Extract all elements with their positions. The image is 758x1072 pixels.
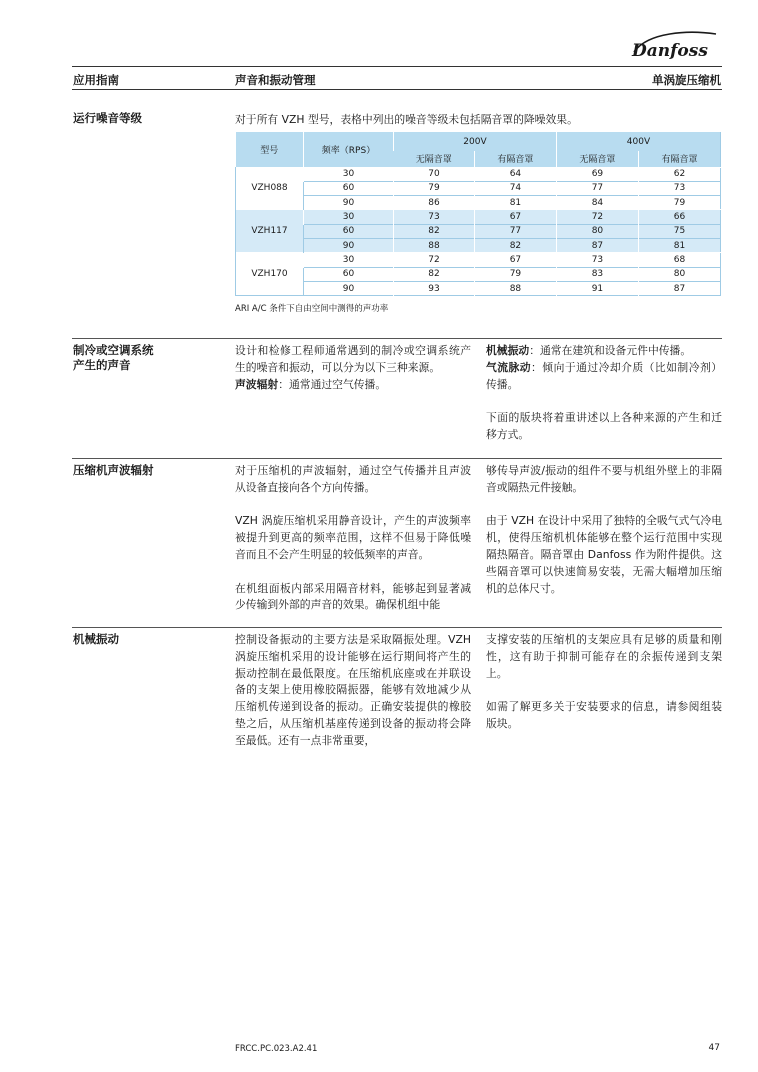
- value-cell: 79: [474, 267, 556, 281]
- vibration-col-right: [486, 632, 722, 733]
- model-cell: VZH170: [236, 253, 304, 296]
- value-cell: 83: [556, 267, 638, 281]
- paragraph: 设计和检修工程师通常遇到的制冷或空调系统产生的噪音和振动，可以分为以下三种来源。: [235, 344, 471, 374]
- noise-level-table: [235, 132, 721, 296]
- table-row: [236, 167, 721, 181]
- value-cell: 82: [474, 238, 556, 252]
- value-cell: 87: [638, 281, 720, 295]
- model-cell: VZH117: [236, 210, 304, 253]
- title-line: 制冷或空调系统: [73, 343, 154, 357]
- danfoss-logo: [628, 28, 720, 62]
- radiation-col-left: [235, 463, 471, 614]
- value-cell: 91: [556, 281, 638, 295]
- sub-header: 有隔音罩: [474, 151, 556, 167]
- value-cell: 73: [638, 181, 720, 195]
- paragraph: 如需了解更多关于安装要求的信息，请参阅组装版块。: [486, 700, 722, 730]
- value-cell: 77: [556, 181, 638, 195]
- sub-header: 无隔音罩: [394, 151, 475, 167]
- paragraph: [486, 343, 722, 360]
- sources-section-title: [73, 343, 154, 373]
- radiation-section-title: 压缩机声波辐射: [73, 463, 154, 477]
- value-cell: 82: [394, 224, 475, 238]
- value-cell: 81: [638, 238, 720, 252]
- noise-intro: 对于所有 VZH 型号，表格中列出的噪音等级未包括隔音罩的降噪效果。: [235, 113, 578, 126]
- paragraph: 够传导声波/振动的组件不要与机组外壁上的非隔音或隔热元件接触。: [486, 464, 722, 494]
- freq-cell: 30: [304, 167, 394, 181]
- freq-cell: 60: [304, 181, 394, 195]
- table-row: [236, 238, 721, 252]
- value-cell: 93: [394, 281, 475, 295]
- term-text: ：倾向于通过冷却介质（比如制冷剂）传播。: [486, 360, 723, 391]
- radiation-section: [72, 458, 722, 618]
- value-cell: 82: [394, 267, 475, 281]
- term-text: ：通常在建筑和设备元件中传播。: [529, 344, 692, 357]
- table-row: [236, 224, 721, 238]
- value-cell: 69: [556, 167, 638, 181]
- freq-cell: 60: [304, 267, 394, 281]
- value-cell: 80: [638, 267, 720, 281]
- group-400v-header: 400V: [556, 132, 720, 151]
- paragraph: 下面的版块将着重讲述以上各种来源的产生和迁移方式。: [486, 411, 722, 441]
- table-row: [236, 253, 721, 267]
- value-cell: 79: [638, 196, 720, 210]
- bold-term: 气流脉动: [486, 360, 532, 374]
- freq-cell: 30: [304, 253, 394, 267]
- vibration-col-left: [235, 632, 471, 750]
- table-row: [236, 181, 721, 195]
- header-topic: 声音和振动管理: [235, 73, 316, 87]
- col-model-header: 型号: [236, 132, 304, 167]
- header-product: 单涡旋压缩机: [652, 73, 721, 87]
- freq-cell: 60: [304, 224, 394, 238]
- value-cell: 81: [474, 196, 556, 210]
- sources-col-right: [486, 343, 722, 444]
- svg-text:Danfoss: Danfoss: [632, 41, 708, 61]
- freq-cell: 90: [304, 238, 394, 252]
- value-cell: 68: [638, 253, 720, 267]
- paragraph: 控制设备振动的主要方法是采取隔振处理。VZH 涡旋压缩机采用的设计能够在运行期间将产生的振动控制在最低限度。在压缩机底座或在并联设备的支架上使用橡胶隔振器，能够有效地减少从压缩机传递到设备的振动。正确安装提供的橡胶垫之后，从压缩机基座传递到设备的振动将会降至最低。还有一点非常重要，: [235, 633, 471, 747]
- value-cell: 79: [394, 181, 475, 195]
- sources-col-left: [235, 343, 471, 393]
- value-cell: 64: [474, 167, 556, 181]
- freq-cell: 90: [304, 281, 394, 295]
- table-row: [236, 210, 721, 224]
- value-cell: 70: [394, 167, 475, 181]
- page-number: 47: [708, 1043, 720, 1053]
- model-cell: VZH088: [236, 167, 304, 210]
- table-row: [236, 281, 721, 295]
- value-cell: 77: [474, 224, 556, 238]
- value-cell: 66: [638, 210, 720, 224]
- value-cell: 84: [556, 196, 638, 210]
- value-cell: 73: [394, 210, 475, 224]
- value-cell: 67: [474, 210, 556, 224]
- value-cell: 80: [556, 224, 638, 238]
- value-cell: 73: [556, 253, 638, 267]
- table-row: [236, 196, 721, 210]
- radiation-col-right: [486, 463, 722, 597]
- header-category: 应用指南: [73, 73, 119, 87]
- value-cell: 88: [474, 281, 556, 295]
- bold-term: 声波辐射: [235, 377, 279, 391]
- page-header: [72, 66, 722, 90]
- paragraph: VZH 涡旋压缩机采用静音设计，产生的声波频率被提升到更高的频率范围，这样不但易于降低噪音而且不会产生明显的较低频率的声音。: [235, 514, 471, 561]
- paragraph: [486, 360, 722, 394]
- sub-header: 无隔音罩: [556, 151, 638, 167]
- bold-term: 机械振动: [486, 344, 530, 357]
- group-200v-header: 200V: [394, 132, 557, 151]
- term-text: ：通常通过空气传播。: [278, 377, 387, 391]
- table-row: [236, 267, 721, 281]
- freq-cell: 90: [304, 196, 394, 210]
- value-cell: 87: [556, 238, 638, 252]
- col-freq-header: 频率（RPS）: [304, 132, 394, 167]
- paragraph: 在机组面板内部采用隔音材料，能够起到显著减少传输到外部的声音的效果。确保机组中能: [235, 581, 471, 612]
- vibration-section: [72, 627, 722, 767]
- paragraph: 由于 VZH 在设计中采用了独特的全吸气式气冷电机，使得压缩机机体能够在整个运行范围中实现隔热隔音。隔音罩由 Danfoss 作为附件提供。这些隔音罩可以快速简易安装，无需大幅增加压缩机的总体尺寸。: [486, 514, 722, 595]
- value-cell: 75: [638, 224, 720, 238]
- value-cell: 72: [394, 253, 475, 267]
- freq-cell: 30: [304, 210, 394, 224]
- sources-section: [72, 338, 722, 448]
- paragraph: 对于压缩机的声波辐射，通过空气传播并且声波从设备直接向各个方向传播。: [235, 464, 471, 494]
- value-cell: 72: [556, 210, 638, 224]
- vibration-section-title: 机械振动: [73, 632, 119, 646]
- sub-header: 有隔音罩: [638, 151, 720, 167]
- title-line: 产生的声音: [73, 358, 131, 372]
- document-code: FRCC.PC.023.A2.41: [235, 1044, 318, 1054]
- value-cell: 67: [474, 253, 556, 267]
- table-note: ARI A/C 条件下自由空间中测得的声功率: [235, 304, 389, 314]
- value-cell: 88: [394, 238, 475, 252]
- paragraph: 支撑安装的压缩机的支架应具有足够的质量和刚性，这有助于抑制可能存在的余振传递到支架上。: [486, 633, 722, 680]
- value-cell: 86: [394, 196, 475, 210]
- value-cell: 62: [638, 167, 720, 181]
- noise-section-title: 运行噪音等级: [73, 111, 142, 125]
- value-cell: 74: [474, 181, 556, 195]
- paragraph: [235, 377, 471, 394]
